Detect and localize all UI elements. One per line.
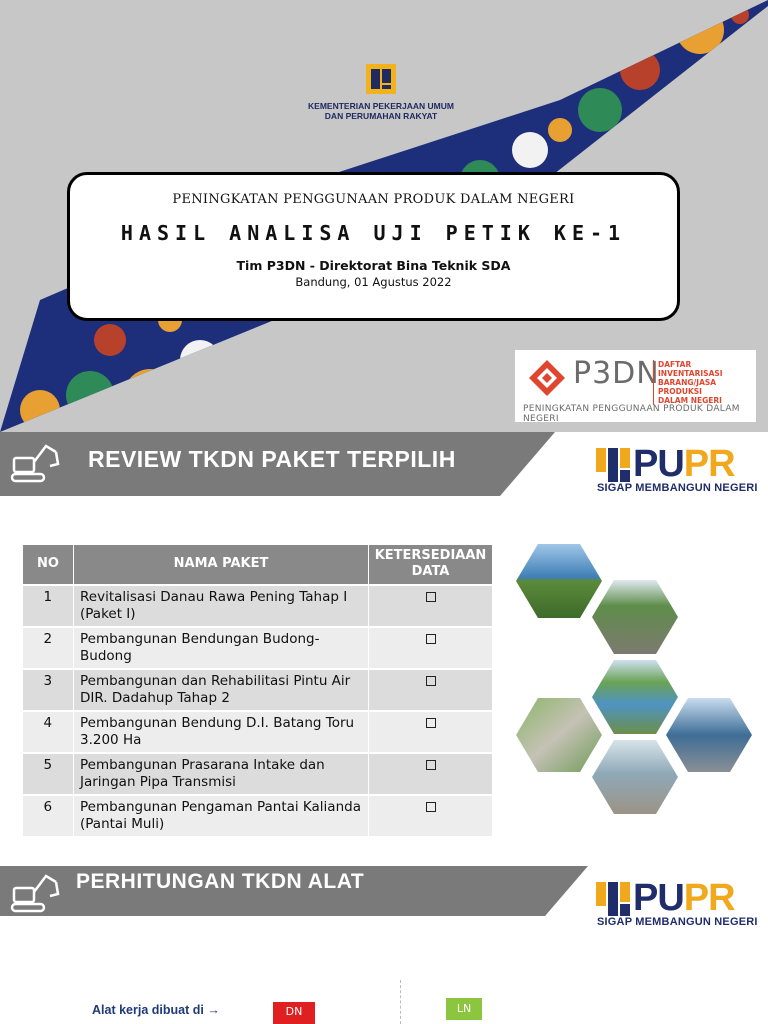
pupr-ministry-emblem-icon xyxy=(366,64,396,94)
arrow-right-icon: → xyxy=(207,1003,220,1017)
pupr-word-pr: PR xyxy=(683,443,735,485)
header-ketersediaan-data xyxy=(369,545,493,585)
table-row xyxy=(23,795,493,836)
pupr-wordmark xyxy=(633,444,735,484)
pupr-word-pu: PU xyxy=(633,443,684,485)
row-data-cell xyxy=(369,795,493,836)
project-photo-hexagons xyxy=(512,540,757,820)
data-checkbox[interactable] xyxy=(426,634,436,644)
pupr-logo xyxy=(596,444,764,496)
alat-kerja-text: Alat kerja dibuat di xyxy=(92,1003,204,1017)
row-nama-line1: Pembangunan Bendung D.I. Batang Toru xyxy=(80,714,355,731)
row-nama-line2: DIR. Dadahup Tahap 2 xyxy=(80,689,230,706)
pupr-slogan: SIGAP MEMBANGUN NEGERI xyxy=(597,916,758,928)
row-nama xyxy=(74,669,369,711)
row-data-cell xyxy=(369,627,493,669)
data-checkbox[interactable] xyxy=(426,676,436,686)
pupr-mark-icon xyxy=(596,448,632,482)
title-card xyxy=(67,172,680,321)
header-data-line2: DATA xyxy=(411,564,450,580)
cover-title: HASIL ANALISA UJI PETIK KE-1 xyxy=(120,221,627,245)
alat-kerja-label xyxy=(92,1003,220,1017)
row-nama xyxy=(74,585,369,627)
row-nama-line1: Revitalisasi Danau Rawa Pening Tahap I xyxy=(80,588,348,605)
row-data-cell xyxy=(369,711,493,753)
dn-badge: DN xyxy=(273,1002,315,1024)
ministry-logo-block xyxy=(300,64,462,121)
ln-badge: LN xyxy=(446,998,482,1020)
pupr-word-pu: PU xyxy=(633,877,684,919)
row-no: 2 xyxy=(23,627,74,669)
pupr-slogan: SIGAP MEMBANGUN NEGERI xyxy=(597,482,758,494)
table-row xyxy=(23,585,493,627)
row-nama xyxy=(74,711,369,753)
table-header-row xyxy=(23,545,493,585)
p3dn-desc-line1: DAFTAR INVENTARISASI xyxy=(658,360,723,378)
data-checkbox[interactable] xyxy=(426,802,436,812)
pupr-wordmark xyxy=(633,878,735,918)
row-no: 4 xyxy=(23,711,74,753)
slide-title: PERHITUNGAN TKDN ALAT xyxy=(76,870,365,893)
row-data-cell xyxy=(369,669,493,711)
table-row xyxy=(23,711,493,753)
row-nama xyxy=(74,627,369,669)
photo-hexagon xyxy=(592,580,678,654)
row-no: 1 xyxy=(23,585,74,627)
p3dn-diamond-icon xyxy=(529,360,565,396)
row-data-cell xyxy=(369,585,493,627)
cover-slide xyxy=(0,0,768,432)
pupr-word-pr: PR xyxy=(683,877,735,919)
p3dn-tagline: PENINGKATAN PENGGUNAAN PRODUK DALAM NEGERI xyxy=(523,404,740,424)
ministry-name-line2: DAN PERUMAHAN RAKYAT xyxy=(324,111,438,121)
header-nama-paket: NAMA PAKET xyxy=(74,545,369,585)
pupr-mark-icon xyxy=(596,882,632,916)
row-nama xyxy=(74,753,369,795)
row-no: 3 xyxy=(23,669,74,711)
row-data-cell xyxy=(369,753,493,795)
row-no: 5 xyxy=(23,753,74,795)
row-nama-line1: Pembangunan Prasarana Intake dan xyxy=(80,756,325,773)
p3dn-logo xyxy=(515,350,756,422)
pupr-logo xyxy=(596,878,764,930)
photo-hexagon xyxy=(592,660,678,734)
row-nama-line1: Pembangunan Bendungan Budong-Budong xyxy=(80,630,320,664)
data-checkbox[interactable] xyxy=(426,718,436,728)
photo-hexagon xyxy=(516,544,602,618)
row-nama-line2: (Pantai Muli) xyxy=(80,815,165,832)
p3dn-desc-line3: DALAM NEGERI xyxy=(658,396,722,405)
header-data-line1: KETERSEDIAAN xyxy=(374,548,487,564)
slide-perhitungan-tkdn xyxy=(0,852,768,1024)
row-nama-line2: Jaringan Pipa Transmisi xyxy=(80,773,236,790)
row-nama-line2: 3.200 Ha xyxy=(80,731,142,748)
p3dn-description xyxy=(653,360,753,405)
row-no: 6 xyxy=(23,795,74,836)
row-nama-line1: Pembangunan Pengaman Pantai Kalianda xyxy=(80,798,361,815)
row-nama-line2: (Paket I) xyxy=(80,605,136,622)
slide-title: REVIEW TKDN PAKET TERPILIH xyxy=(88,446,456,472)
p3dn-desc-line2: BARANG/JASA PRODUKSI xyxy=(658,378,717,396)
dashed-divider xyxy=(400,980,401,1024)
table-row xyxy=(23,669,493,711)
paket-table xyxy=(22,544,493,836)
cover-subtitle: PENINGKATAN PENGGUNAAN PRODUK DALAM NEGERI xyxy=(172,192,575,207)
header-no: NO xyxy=(23,545,74,585)
data-checkbox[interactable] xyxy=(426,760,436,770)
p3dn-name: P3DN xyxy=(573,356,660,391)
cover-date: Bandung, 01 Agustus 2022 xyxy=(295,275,452,289)
row-nama-line1: Pembangunan dan Rehabilitasi Pintu Air xyxy=(80,672,351,689)
slide-review-tkdn xyxy=(0,432,768,852)
row-nama xyxy=(74,795,369,836)
data-checkbox[interactable] xyxy=(426,592,436,602)
table-row xyxy=(23,753,493,795)
ministry-name-line1: KEMENTERIAN PEKERJAAN UMUM xyxy=(308,101,454,111)
cover-team: Tim P3DN - Direktorat Bina Teknik SDA xyxy=(236,258,511,273)
photo-hexagon xyxy=(516,698,602,772)
table-row xyxy=(23,627,493,669)
photo-hexagon xyxy=(592,740,678,814)
photo-hexagon xyxy=(666,698,752,772)
